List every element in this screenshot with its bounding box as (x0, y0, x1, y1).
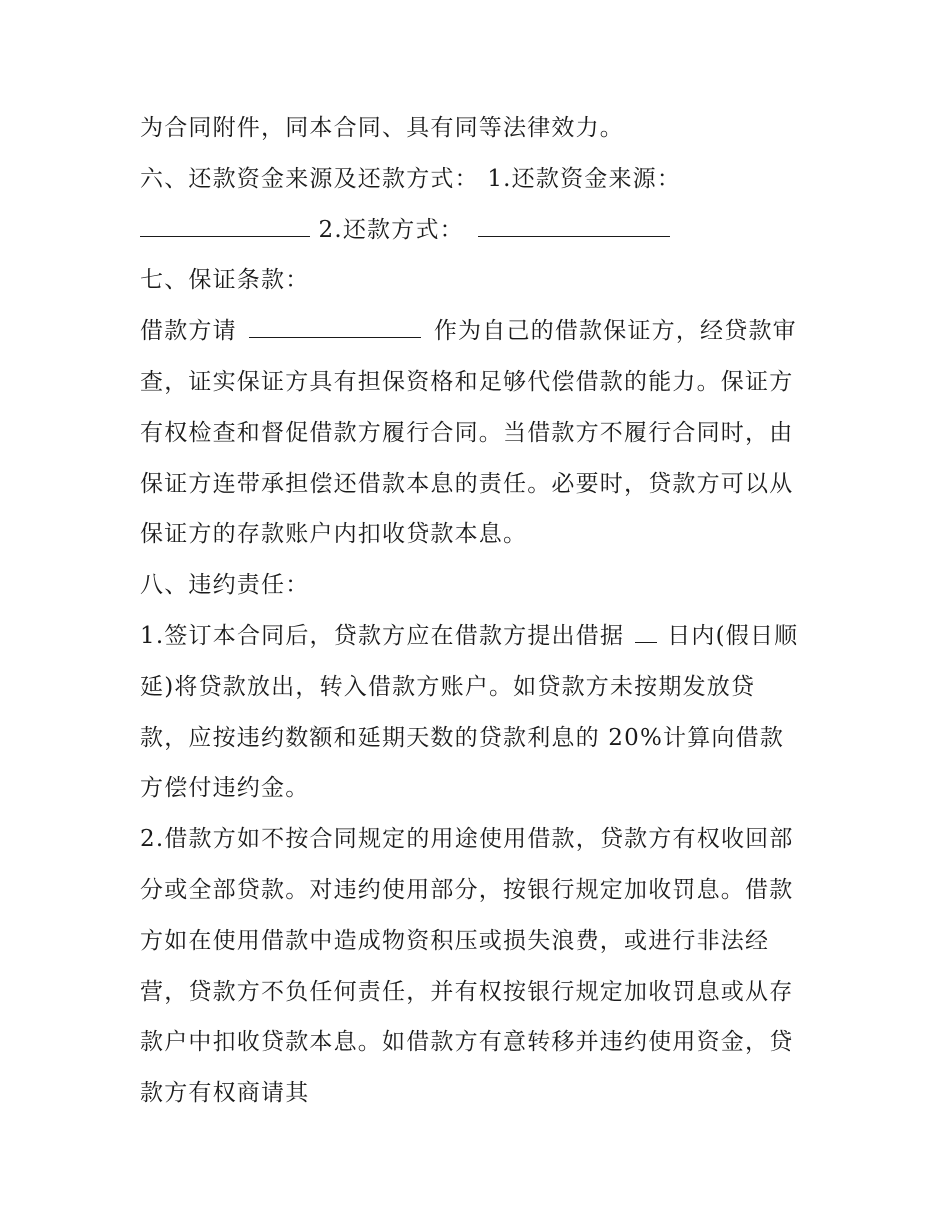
section-8-heading: 八、违约责任： (140, 572, 310, 599)
guarantee-line-1 (140, 306, 820, 357)
repay-method-blank (478, 216, 670, 237)
section-7-heading: 七、保证条款： (140, 267, 310, 294)
section-6-line (140, 154, 820, 205)
repay-source-blank (140, 216, 310, 237)
guarantee-intro: 借款方请 (140, 318, 237, 345)
clause-1-line-1 (140, 611, 820, 662)
clause-2-line-1: 2.借款方如不按合同规定的用途使用借款，贷款方有权收回部 (140, 826, 794, 853)
days-blank (635, 622, 657, 643)
clause-2-line-4: 营，贷款方不负任何责任，并有权按银行规定加收罚息或从存 (140, 978, 794, 1005)
document-page (140, 103, 820, 1119)
repay-source-label: 1.还款资金来源： (487, 165, 682, 192)
clause-1-text-a: 1.签订本合同后，贷款方应在借款方提出借据 (140, 622, 625, 649)
guarantor-blank (249, 317, 421, 338)
clause-2-line-5: 款户中扣收贷款本息。如借款方有意转移并违约使用资金，贷 (140, 1029, 794, 1056)
guarantee-line-3: 有权检查和督促借款方履行合同。当借款方不履行合同时，由 (140, 419, 794, 446)
guarantee-line-5: 保证方的存款账户内扣收贷款本息。 (140, 521, 528, 548)
guarantee-intro-after: 作为自己的借款保证方，经贷款审 (433, 318, 797, 345)
repay-method-label: 2.还款方式： (318, 216, 464, 243)
clause-1-line-2: 延)将贷款放出，转入借款方账户。如贷款方未按期发放贷 (140, 673, 756, 700)
guarantee-line-4: 保证方连带承担偿还借款本息的责任。必要时，贷款方可以从 (140, 470, 794, 497)
clause-1-text-b: 日内(假日顺 (667, 622, 799, 649)
repay-blanks-line (140, 205, 820, 256)
clause-1-line-4: 方偿付违约金。 (140, 775, 310, 802)
text-line: 为合同附件，同本合同、具有同等法律效力。 (140, 115, 624, 141)
clause-1-line-3: 款，应按违约数额和延期天数的贷款利息的 20%计算向借款 (140, 724, 785, 751)
guarantee-line-2: 查，证实保证方具有担保资格和足够代偿借款的能力。保证方 (140, 368, 794, 395)
clause-2-line-6: 款方有权商请其 (140, 1080, 310, 1107)
clause-2-line-2: 分或全部贷款。对违约使用部分，按银行规定加收罚息。借款 (140, 876, 794, 903)
section-6-heading: 六、还款资金来源及还款方式： (140, 165, 479, 192)
clause-2-line-3: 方如在使用借款中造成物资积压或损失浪费，或进行非法经 (140, 927, 770, 954)
